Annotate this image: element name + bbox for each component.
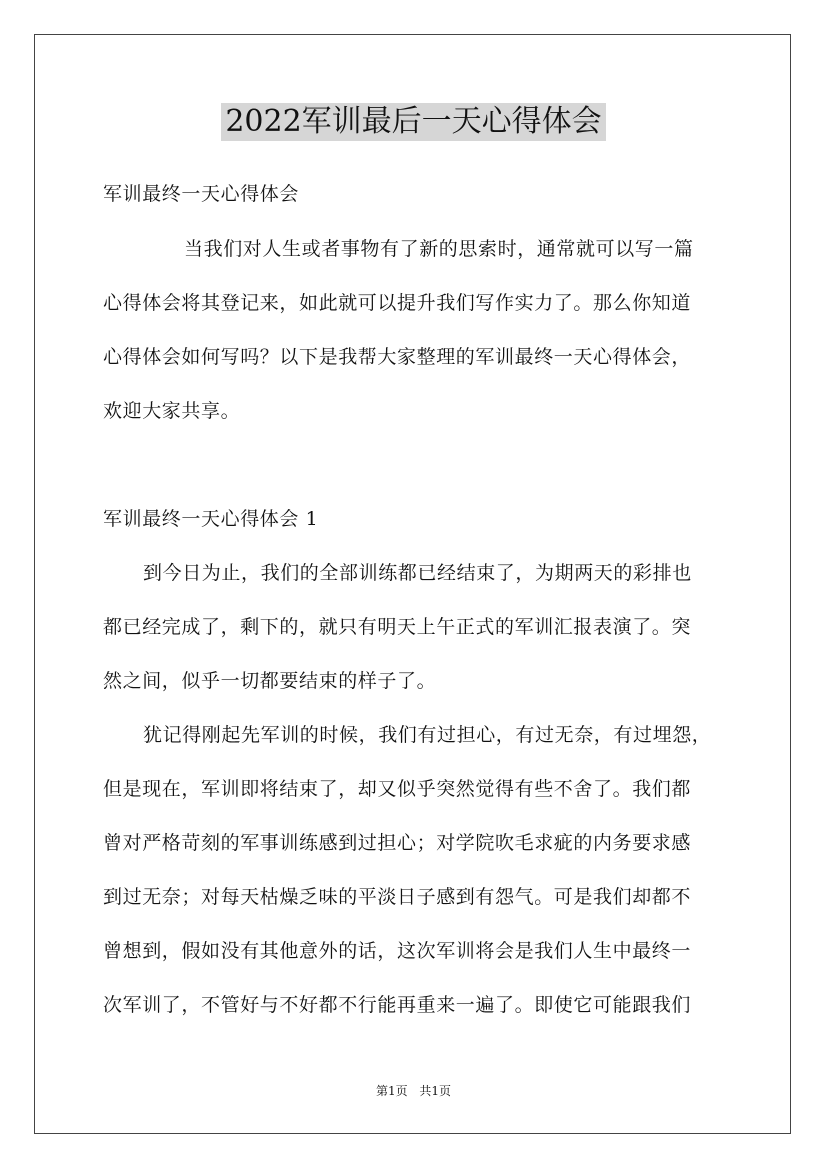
intro-line: 心得体会将其登记来，如此就可以提升我们写作实力了。那么你知道	[103, 292, 692, 314]
paragraph-line: 然之间，似乎一切都要结束的样子了。	[103, 670, 437, 692]
page-footer	[0, 1083, 827, 1099]
page-number-total: 共1页	[419, 1084, 452, 1098]
section-heading: 军训最终一天心得体会 1	[103, 508, 319, 530]
paragraph-line: 但是现在，军训即将结束了，却又似乎突然觉得有些不舍了。我们都	[103, 778, 692, 800]
paragraph-line: 犹记得刚起先军训的时候，我们有过担心，有过无奈，有过埋怨，	[143, 724, 712, 746]
paragraph-line: 次军训了，不管好与不好都不行能再重来一遍了。即使它可能跟我们	[103, 994, 692, 1016]
paragraph-line: 曾对严格苛刻的军事训练感到过担心；对学院吹毛求疵的内务要求感	[103, 832, 692, 854]
paragraph-line: 到过无奈；对每天枯燥乏味的平淡日子感到有怨气。可是我们却都不	[103, 886, 692, 908]
document-subtitle: 军训最终一天心得体会	[103, 183, 300, 205]
paragraph-line: 都已经完成了，剩下的，就只有明天上午正式的军训汇报表演了。突	[103, 616, 692, 638]
intro-line: 当我们对人生或者事物有了新的思索时，通常就可以写一篇	[184, 238, 694, 260]
page-number-current: 第1页	[375, 1084, 408, 1098]
title-container	[0, 103, 827, 141]
intro-line: 欢迎大家共享。	[103, 400, 241, 422]
paragraph-line: 到今日为止，我们的全部训练都已经结束了，为期两天的彩排也	[143, 562, 692, 584]
intro-line: 心得体会如何写吗？以下是我帮大家整理的军训最终一天心得体会，	[103, 346, 692, 368]
paragraph-line: 曾想到，假如没有其他意外的话，这次军训将会是我们人生中最终一	[103, 940, 692, 962]
document-title: 2022军训最后一天心得体会	[221, 103, 605, 141]
